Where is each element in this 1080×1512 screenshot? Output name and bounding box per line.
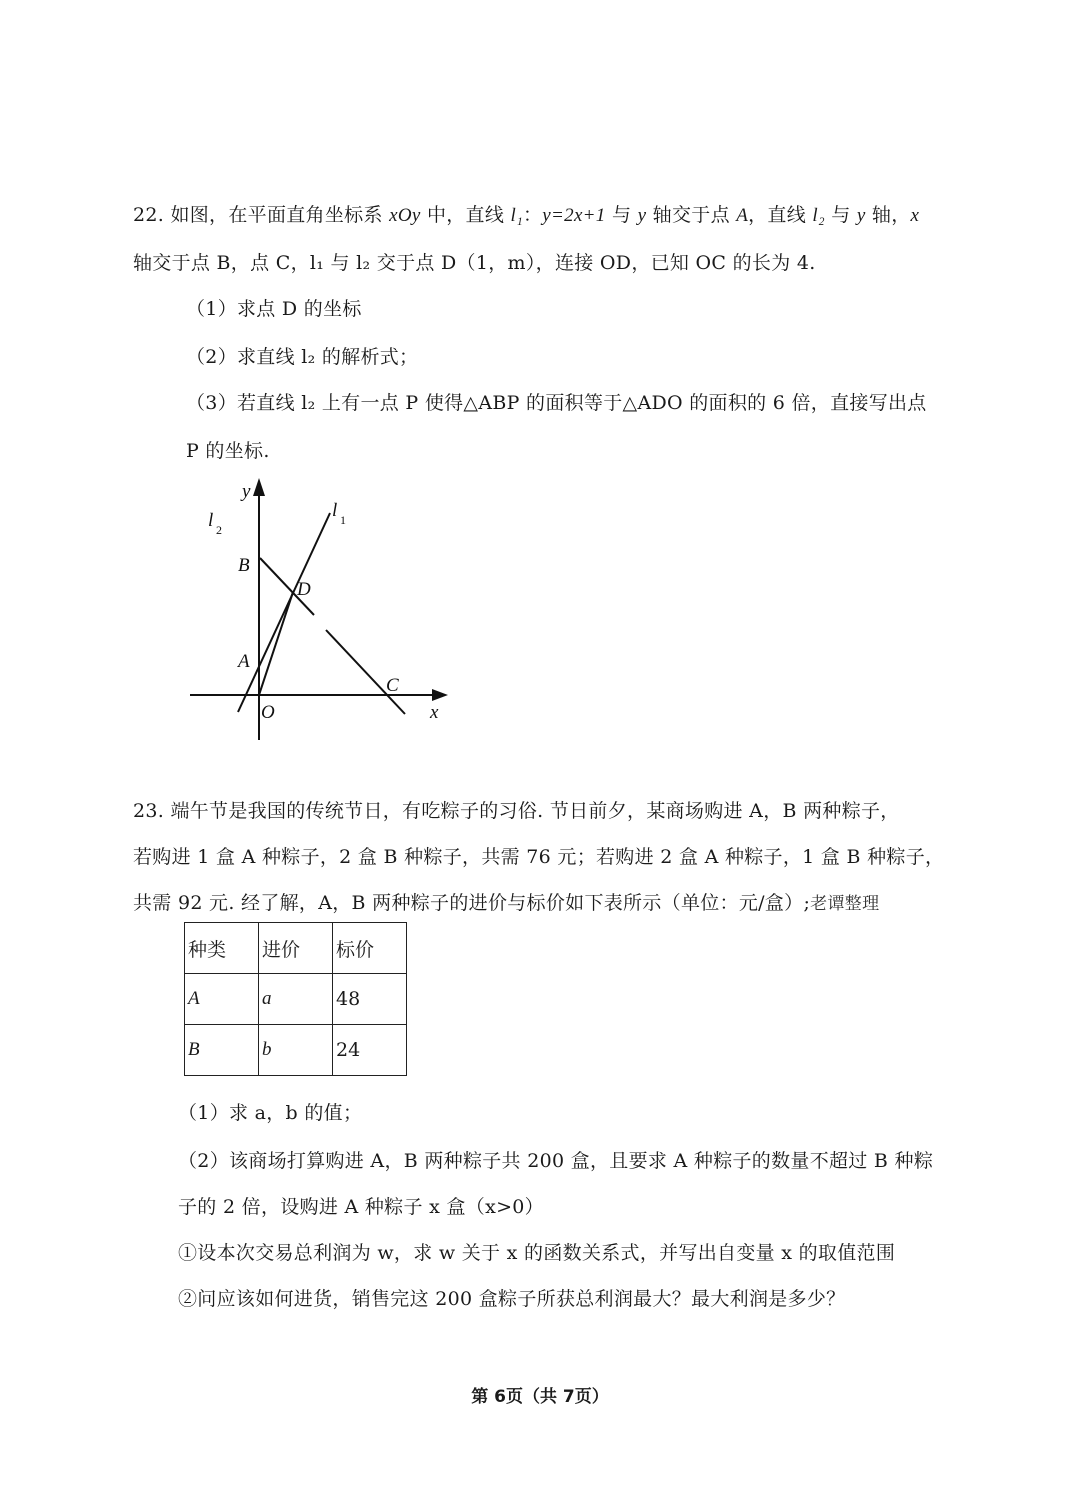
- q22-text: 轴交于点: [646, 204, 737, 226]
- point-b-label: B: [238, 555, 250, 576]
- q22-line-2: 轴交于点 B，点 C，l₁ 与 l₂ 交于点 D（1，m），连接 OD，已知 OC 的长为 4.: [133, 252, 816, 274]
- table-row: [185, 974, 407, 1025]
- table-cell: a: [259, 974, 333, 1025]
- page-footer: 第 6页（共 7页）: [471, 1387, 609, 1407]
- q23-line-2: 若购进 1 盒 A 种粽子，2 盒 B 种粽子，共需 76 元；若购进 2 盒 A 种粽子，1 盒 B 种粽子，: [133, 846, 945, 868]
- q22-l2: l₂: [812, 205, 825, 226]
- origin-label: O: [261, 702, 275, 723]
- y-axis-arrow-icon: [253, 478, 265, 496]
- q22-text: 22. 如图，在平面直角坐标系: [133, 204, 390, 226]
- point-a-label: A: [238, 651, 250, 672]
- q22-sub-3-cont: P 的坐标.: [186, 440, 270, 462]
- x-axis-arrow-icon: [432, 689, 448, 701]
- l1-label: l: [332, 500, 338, 521]
- q22-line-1: [133, 200, 919, 227]
- q22-text: 与: [605, 204, 638, 226]
- q22-sub-1: （1）求点 D 的坐标: [186, 298, 362, 320]
- q22-text: ，直线: [748, 204, 813, 226]
- q22-sub-3: （3）若直线 l₂ 上有一点 P 使得△ABP 的面积等于△ADO 的面积的 6 倍，直接写出点: [186, 392, 927, 414]
- table-header-row: [185, 923, 407, 974]
- table-cell: 24: [333, 1025, 407, 1076]
- y-axis-label: y: [242, 481, 251, 502]
- q22-text: ：: [522, 204, 543, 226]
- q22-text: 中，直线: [420, 204, 511, 226]
- q22-text: 与: [824, 204, 857, 226]
- q22-text: 轴，: [865, 204, 911, 226]
- table-cell: b: [259, 1025, 333, 1076]
- line-l2: [326, 630, 405, 714]
- q23-sub-2-line-2: 子的 2 倍，设购进 A 种粽子 x 盒（x>0）: [178, 1196, 544, 1218]
- point-d-label: D: [297, 579, 311, 600]
- segment-od: [259, 592, 293, 695]
- coordinate-figure: [180, 470, 470, 750]
- table-cell: B: [185, 1025, 259, 1076]
- q23-sub-2-ii: ②问应该如何进货，销售完这 200 盒粽子所获总利润最大？最大利润是多少？: [178, 1288, 846, 1310]
- q23-sub-1: （1）求 a，b 的值；: [178, 1102, 363, 1124]
- q22-sub-2: （2）求直线 l₂ 的解析式；: [186, 346, 419, 368]
- q22-coord-system: xOy: [389, 205, 421, 226]
- table-cell: 48: [333, 974, 407, 1025]
- l1-subscript: 1: [340, 513, 346, 527]
- table-header: 种类: [185, 923, 259, 974]
- table-header: 进价: [259, 923, 333, 974]
- table-header: 标价: [333, 923, 407, 974]
- q23-sub-2-line-1: （2）该商场打算购进 A，B 两种粽子共 200 盒，且要求 A 种粽子的数量不超过 B 种粽: [178, 1150, 934, 1172]
- q23-line-1: 23. 端午节是我国的传统节日，有吃粽子的习俗. 节日前夕，某商场购进 A，B 两种粽子，: [133, 800, 900, 822]
- q23-sub-2-i: ①设本次交易总利润为 w，求 w 关于 x 的函数关系式，并写出自变量 x 的取值范围: [178, 1242, 896, 1264]
- table-cell: A: [185, 974, 259, 1025]
- q22-equation: y=2x+1: [542, 205, 606, 226]
- l2-label: l: [208, 510, 214, 531]
- point-c-label: C: [386, 675, 399, 696]
- q22-y: y: [637, 205, 647, 226]
- l2-subscript: 2: [216, 523, 222, 537]
- q22-x: x: [910, 205, 920, 226]
- line-l1: [238, 513, 330, 712]
- watermark: 老谭整理: [810, 894, 880, 914]
- q22-y: y: [856, 205, 866, 226]
- price-table: [184, 922, 407, 1076]
- q23-text: 共需 92 元. 经了解，A，B 两种粽子的进价与标价如下表所示（单位：元/盒）;: [133, 892, 811, 914]
- x-axis-label: x: [430, 702, 439, 723]
- q22-l1: l₁: [510, 205, 523, 226]
- q22-point-a: A: [736, 205, 749, 226]
- table-row: [185, 1025, 407, 1076]
- q23-line-3: [133, 888, 879, 915]
